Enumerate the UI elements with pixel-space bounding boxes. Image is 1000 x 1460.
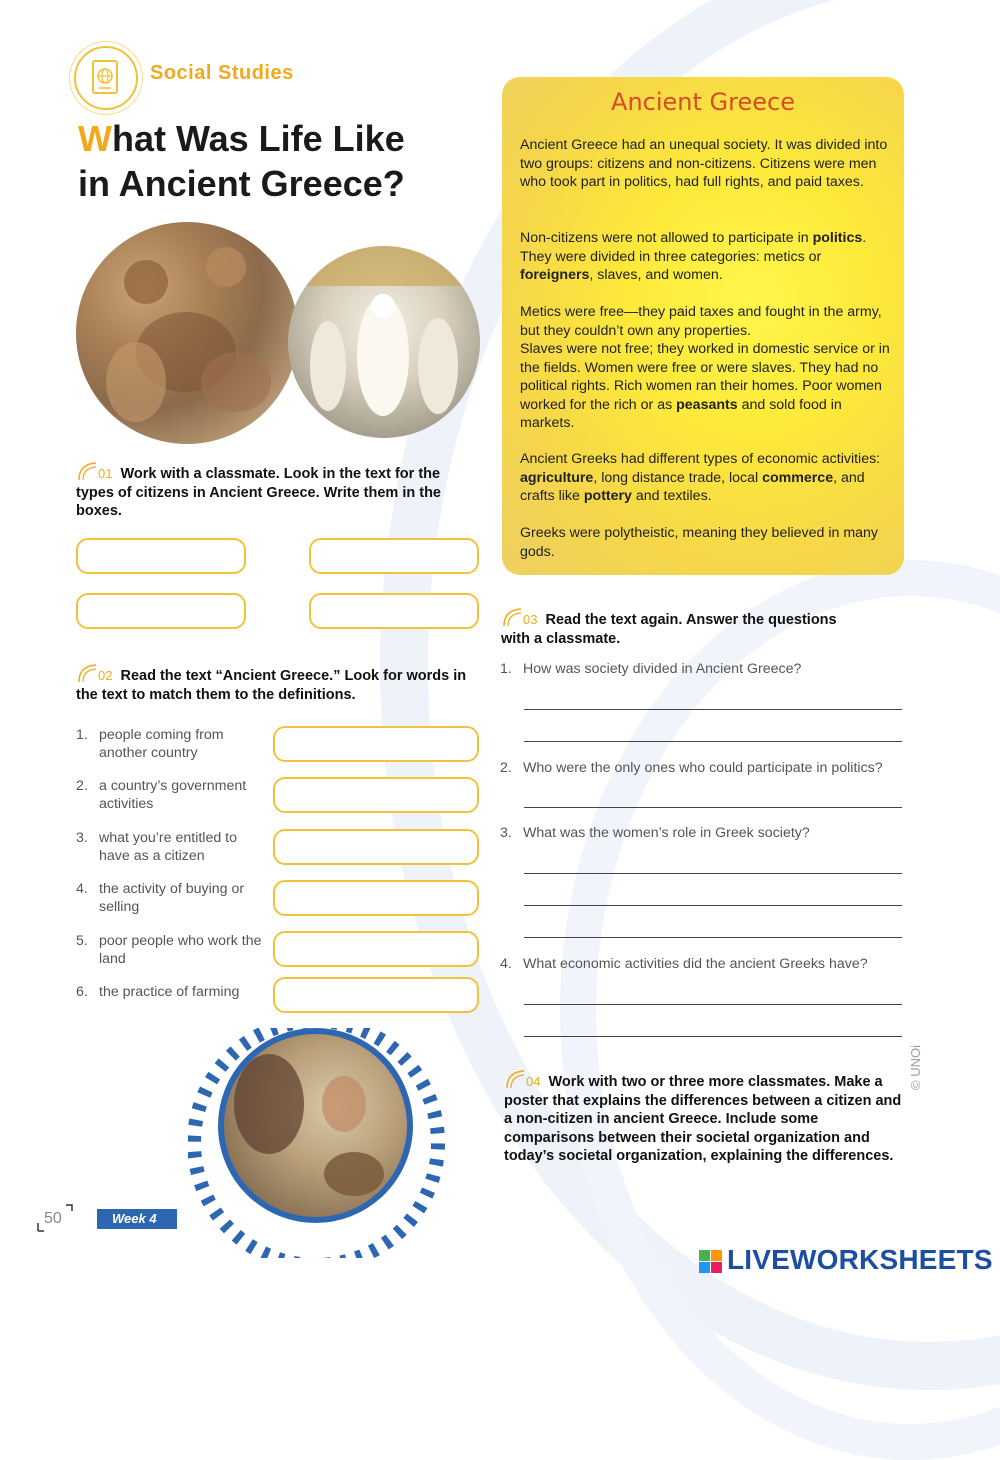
question-4 (500, 956, 900, 972)
activity-number: 01 (98, 466, 113, 481)
keyword-pottery: pottery (583, 488, 632, 504)
definition-6 (76, 983, 266, 1001)
answer-box-citizen-2[interactable] (309, 538, 479, 574)
text-run: , slaves, and women. (589, 267, 723, 283)
answer-box-citizen-1[interactable] (76, 538, 246, 574)
item-number: 4. (76, 881, 88, 897)
text-run: Non-citizens were not allowed to participate in (520, 230, 813, 246)
answer-box-definition-4[interactable] (273, 880, 479, 916)
keyword-peasants: peasants (676, 396, 738, 413)
question-number: 2. (500, 760, 512, 776)
question-1 (500, 661, 900, 677)
reading-paragraph-3: Metics were free—they paid taxes and fought in the army, but they couldn’t own any properties. (520, 304, 882, 339)
activity-number: 03 (523, 612, 538, 627)
item-number: 1. (76, 727, 88, 743)
reading-paragraph-2 (520, 229, 890, 285)
keyword-commerce: commerce (762, 469, 834, 486)
instruction-text: Read the text again. Answer the questions with a classmate. (501, 612, 837, 647)
reading-title: Ancient Greece (611, 88, 795, 116)
answer-box-citizen-3[interactable] (76, 593, 246, 629)
definition-2 (76, 777, 266, 813)
activity-4-number (504, 1074, 548, 1089)
activity-1-instruction (76, 460, 471, 521)
item-text: poor people who work the land (99, 933, 262, 967)
text-run: , and crafts like (520, 469, 865, 504)
globe-passport-icon (74, 46, 138, 110)
question-number: 3. (500, 825, 512, 841)
question-3 (500, 825, 900, 841)
reading-paragraph-5 (520, 450, 890, 506)
page-title (78, 116, 458, 206)
question-text: What was the women’s role in Greek society? (523, 825, 810, 841)
reading-paragraph-1: Ancient Greece had an unequal society. It was divided into two groups: citizens and non-citizens. Citizens were men who took part in politics, had full rights, and paid taxes. (520, 137, 888, 190)
item-text: a country’s government activities (99, 778, 247, 812)
definition-3 (76, 829, 266, 865)
title-line1: hat Was Life Like (111, 118, 405, 159)
definition-4 (76, 880, 266, 916)
activity-3-instruction (501, 606, 861, 648)
activity-4-instruction (504, 1068, 908, 1166)
item-number: 6. (76, 984, 88, 1000)
statues-photo (288, 246, 480, 438)
answer-line-q1-a[interactable] (524, 709, 902, 710)
text-run: Ancient Greeks had different types of economic activities: (520, 451, 881, 467)
question-number: 4. (500, 956, 512, 972)
activity-2-number (76, 668, 120, 683)
definition-5 (76, 932, 266, 968)
copyright-label: © UNOi (908, 1045, 923, 1090)
question-2 (500, 760, 900, 776)
keyword-foreigners: foreigners (520, 267, 590, 283)
reading-paragraph-4 (520, 340, 890, 433)
item-text: the activity of buying or selling (99, 881, 245, 915)
title-first-letter: W (78, 118, 112, 159)
answer-box-definition-5[interactable] (273, 931, 479, 967)
liveworksheets-brand[interactable]: LIVEWORKSHEETS (727, 1244, 993, 1275)
activity-number: 02 (98, 668, 113, 683)
item-text: people coming from another country (99, 727, 224, 761)
answer-box-definition-2[interactable] (273, 777, 479, 813)
activity-3-number (501, 612, 545, 627)
definition-1 (76, 726, 266, 762)
text-run: and sold food in markets. (520, 396, 842, 431)
keyword-agriculture: agriculture (520, 469, 594, 486)
page-number: 50 (44, 1210, 62, 1227)
answer-line-q3-b[interactable] (524, 905, 902, 906)
item-number: 3. (76, 830, 88, 846)
answer-box-definition-6[interactable] (273, 977, 479, 1013)
liveworksheets-logo-icon (698, 1249, 724, 1280)
week-label: Week 4 (97, 1209, 177, 1229)
question-number: 1. (500, 661, 512, 677)
answer-line-q1-b[interactable] (524, 741, 902, 742)
fresco-photo (218, 1028, 413, 1223)
text-run: . They were divided in three categories: metics or (520, 230, 867, 265)
answer-line-q2-a[interactable] (524, 807, 902, 808)
text-run: Slaves were not free; they worked in domestic service or in the fields. Women were free or were slaves. They had no political rights. Rich women ran their homes. Poor women worked for the rich or as (520, 341, 890, 413)
keyword-politics: politics (812, 230, 863, 246)
reading-paragraph-6: Greeks were polytheistic, meaning they believed in many gods. (520, 525, 879, 560)
activity-number: 04 (526, 1074, 541, 1089)
activity-2-instruction (76, 662, 476, 704)
answer-box-definition-3[interactable] (273, 829, 479, 865)
item-number: 5. (76, 933, 88, 949)
subject-label: Social Studies (150, 62, 294, 84)
question-text: What economic activities did the ancient Greeks have? (523, 956, 868, 972)
item-text: what you’re entitled to have as a citizen (99, 830, 238, 864)
answer-line-q3-c[interactable] (524, 937, 902, 938)
instruction-text: Work with a classmate. Look in the text for the types of citizens in Ancient Greece. Write them in the boxes. (76, 466, 441, 519)
instruction-text: Read the text “Ancient Greece.” Look for words in the text to match them to the definitions. (76, 668, 467, 703)
answer-line-q3-a[interactable] (524, 873, 902, 874)
answer-line-q4-b[interactable] (524, 1036, 902, 1037)
question-text: Who were the only ones who could participate in politics? (523, 760, 883, 776)
item-number: 2. (76, 778, 88, 794)
answer-box-citizen-4[interactable] (309, 593, 479, 629)
mosaic-photo (76, 222, 298, 444)
title-line2: in Ancient Greece? (78, 163, 405, 204)
answer-box-definition-1[interactable] (273, 726, 479, 762)
answer-line-q4-a[interactable] (524, 1004, 902, 1005)
text-run: and textiles. (631, 488, 712, 504)
text-run: , long distance trade, local (593, 469, 763, 486)
item-text: the practice of farming (99, 984, 240, 1000)
activity-1-number (76, 466, 120, 481)
question-text: How was society divided in Ancient Greece? (523, 661, 802, 677)
instruction-text: Work with two or three more classmates. Make a poster that explains the differences between a citizen and a non-citizen in ancient Greece. Include some comparisons between their societal organization and today’s societal organization, explaining the differences. (504, 1074, 902, 1164)
